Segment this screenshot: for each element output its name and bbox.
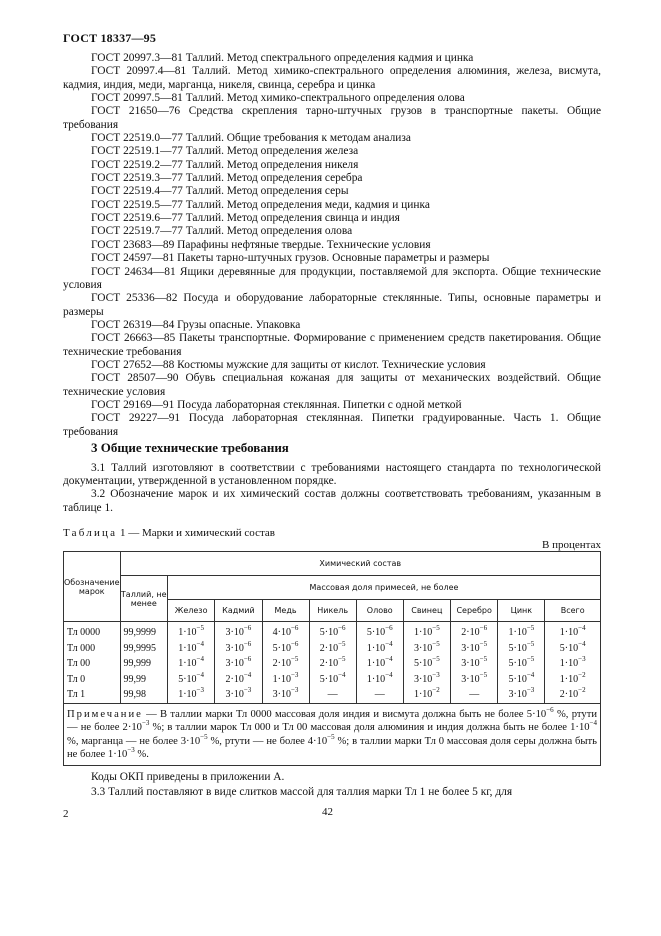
impurity-cell: $5\cdot 10^{-6}$	[309, 622, 356, 641]
impurity-cell: $1\cdot 10^{-4}$	[545, 622, 601, 641]
impurity-cell: $2\cdot 10^{-6}$	[450, 622, 497, 641]
table-head-element: Кадмий	[215, 600, 262, 622]
impurity-cell: $2\cdot 10^{-5}$	[309, 641, 356, 657]
impurity-cell: $5\cdot 10^{-4}$	[167, 672, 214, 688]
impurity-cell: $1\cdot 10^{-4}$	[167, 656, 214, 672]
table-caption-text: 1 — Марки и химический состав	[119, 527, 275, 539]
reference-item: ГОСТ 26319—84 Грузы опасные. Упаковка	[91, 318, 301, 331]
impurity-cell: $3\cdot 10^{-3}$	[498, 687, 545, 703]
thallium-cell: 99,98	[120, 687, 167, 703]
impurity-cell: $5\cdot 10^{-6}$	[262, 641, 309, 657]
table-row	[64, 622, 601, 641]
note-label: Примечание	[67, 708, 143, 720]
table-head-chem: Химический состав	[120, 552, 600, 576]
paragraph-3-2: 3.2 Обозначение марок и их химический состав должны соответствовать требованиям, указанным в таблице 1.	[63, 488, 601, 514]
table-row	[64, 687, 601, 703]
after-table-text	[63, 770, 601, 799]
impurity-cell: —	[450, 687, 497, 703]
impurity-cell: $1\cdot 10^{-4}$	[356, 656, 403, 672]
grade-cell: Тл 000	[64, 641, 121, 657]
reference-item: ГОСТ 29169—91 Посуда лабораторная стеклянная. Пипетки с одной меткой	[91, 398, 462, 411]
thallium-cell: 99,9995	[120, 641, 167, 657]
impurity-cell: $3\cdot 10^{-5}$	[450, 672, 497, 688]
reference-item: ГОСТ 21650—76 Средства скрепления тарно-штучных грузов в транспортные пакеты. Общие требования	[63, 105, 601, 131]
impurity-cell: —	[356, 687, 403, 703]
impurity-cell: $5\cdot 10^{-5}$	[403, 656, 450, 672]
reference-item: ГОСТ 26663—85 Пакеты транспортные. Формирование с применением средств пакетирования. Общие технические требования	[63, 332, 601, 358]
table-row	[64, 641, 601, 657]
impurity-cell: $5\cdot 10^{-6}$	[356, 622, 403, 641]
reference-item: ГОСТ 22519.0—77 Таллий. Общие требования к методам анализа	[91, 132, 411, 145]
page-number-left: 2	[63, 808, 69, 820]
table-row	[64, 672, 601, 688]
table-head-thallium: Таллий, не менее	[120, 576, 167, 622]
reference-item: ГОСТ 22519.4—77 Таллий. Метод определения серы	[91, 185, 349, 198]
grade-cell: Тл 0000	[64, 622, 121, 641]
reference-item: ГОСТ 22519.7—77 Таллий. Метод определения олова	[91, 225, 353, 238]
table-caption	[63, 527, 275, 539]
table-head-element: Олово	[356, 600, 403, 622]
impurity-cell: $3\cdot 10^{-3}$	[262, 687, 309, 703]
reference-item: ГОСТ 22519.2—77 Таллий. Метод определения никеля	[91, 158, 359, 171]
table-head-element: Серебро	[450, 600, 497, 622]
impurity-cell: $2\cdot 10^{-4}$	[215, 672, 262, 688]
impurity-cell: $2\cdot 10^{-5}$	[262, 656, 309, 672]
reference-item: ГОСТ 22519.6—77 Таллий. Метод определения свинца и индия	[91, 212, 400, 225]
page-header-title: ГОСТ 18337—95	[63, 31, 157, 45]
impurity-cell: $5\cdot 10^{-5}$	[498, 656, 545, 672]
table-head-grade: Обозначение марок	[64, 552, 121, 622]
section-title: 3 Общие технические требования	[91, 440, 289, 455]
thallium-cell: 99,99	[120, 672, 167, 688]
impurity-cell: $5\cdot 10^{-4}$	[545, 641, 601, 657]
reference-item: ГОСТ 22519.3—77 Таллий. Метод определения серебра	[91, 172, 363, 185]
reference-item: ГОСТ 23683—89 Парафины нефтяные твердые. Технические условия	[91, 238, 431, 251]
grade-cell: Тл 0	[64, 672, 121, 688]
table-note: Примечание — В таллии марки Тл 0000 массовая доля индия и висмута должна быть не более $5\cdot 10^{-6}$ %, ртути — не более $2\cdot 10^{-3}$ %; в таллии марок Тл 000 и Тл 00 массовая доля алюминия и индия должна быть не более $1\cdot 10^{-4}$ %, марганца — не более $3\cdot 10^{-5}$ %, ртути — не более $4\cdot 10^{-5}$ %; в таллии марки Тл 0 массовая доля серы должна быть не более $1\cdot 10^{-3}$ %.	[64, 703, 601, 765]
table-head-element: Медь	[262, 600, 309, 622]
table-caption-label: Таблица	[63, 527, 118, 539]
reference-item: ГОСТ 22519.5—77 Таллий. Метод определения меди, кадмия и цинка	[91, 198, 430, 211]
table-head-element: Свинец	[403, 600, 450, 622]
impurity-cell: —	[309, 687, 356, 703]
impurity-cell: $1\cdot 10^{-5}$	[167, 622, 214, 641]
thallium-cell: 99,9999	[120, 622, 167, 641]
impurity-cell: $5\cdot 10^{-5}$	[498, 641, 545, 657]
reference-item: ГОСТ 28507—90 Обувь специальная кожаная для защиты от механических воздействий. Общие технические условия	[63, 372, 601, 398]
reference-item: ГОСТ 20997.5—81 Таллий. Метод химико-спектрального определения олова	[91, 92, 465, 105]
impurity-cell: $1\cdot 10^{-2}$	[403, 687, 450, 703]
paragraph-3-1: 3.1 Таллий изготовляют в соответствии с требованиями настоящего стандарта по технологической документации, утвержденной в установленном порядке.	[63, 462, 601, 488]
table-head-element: Никель	[309, 600, 356, 622]
reference-item: ГОСТ 24634—81 Ящики деревянные для продукции, поставляемой для экспорта. Общие технические условия	[63, 265, 601, 291]
impurity-cell: $3\cdot 10^{-5}$	[450, 656, 497, 672]
impurity-cell: $3\cdot 10^{-6}$	[215, 656, 262, 672]
impurity-cell: $2\cdot 10^{-5}$	[309, 656, 356, 672]
impurity-cell: $1\cdot 10^{-5}$	[498, 622, 545, 641]
impurity-cell: $3\cdot 10^{-3}$	[215, 687, 262, 703]
impurity-cell: $3\cdot 10^{-6}$	[215, 641, 262, 657]
impurity-cell: $1\cdot 10^{-3}$	[262, 672, 309, 688]
section-paragraphs	[63, 462, 601, 515]
impurity-cell: $5\cdot 10^{-4}$	[309, 672, 356, 688]
normative-references-list	[63, 52, 601, 439]
table-head-element: Всего	[545, 600, 601, 622]
reference-item: ГОСТ 25336—82 Посуда и оборудование лабораторные стеклянные. Типы, основные параметры и размеры	[63, 292, 601, 318]
page-number-center: 42	[322, 806, 333, 818]
impurity-cell: $1\cdot 10^{-5}$	[403, 622, 450, 641]
okp-codes-text: Коды ОКП приведены в приложении А.	[91, 771, 285, 783]
impurity-cell: $1\cdot 10^{-3}$	[167, 687, 214, 703]
grade-cell: Тл 1	[64, 687, 121, 703]
impurity-cell: $1\cdot 10^{-4}$	[356, 672, 403, 688]
impurity-cell: $3\cdot 10^{-5}$	[403, 641, 450, 657]
reference-item: ГОСТ 24597—81 Пакеты тарно-штучных грузов. Основные параметры и размеры	[91, 252, 490, 265]
impurity-cell: $5\cdot 10^{-4}$	[498, 672, 545, 688]
impurity-cell: $2\cdot 10^{-2}$	[545, 687, 601, 703]
reference-item: ГОСТ 29227—91 Посуда лабораторная стеклянная. Пипетки градуированные. Часть 1. Общие требования	[63, 412, 601, 438]
impurity-cell: $3\cdot 10^{-6}$	[215, 622, 262, 641]
table-head-impurities: Массовая доля примесей, не более	[167, 576, 600, 600]
grade-cell: Тл 00	[64, 656, 121, 672]
impurity-cell: $3\cdot 10^{-5}$	[450, 641, 497, 657]
reference-item: ГОСТ 27652—88 Костюмы мужские для защиты от кислот. Технические условия	[91, 358, 486, 371]
reference-item: ГОСТ 22519.1—77 Таллий. Метод определения железа	[91, 145, 359, 158]
paragraph-3-3: 3.3 Таллий поставляют в виде слитков массой для таллия марки Тл 1 не более 5 кг, для	[91, 785, 513, 798]
composition-table	[63, 551, 601, 766]
impurity-cell: $4\cdot 10^{-6}$	[262, 622, 309, 641]
impurity-cell: $1\cdot 10^{-3}$	[545, 656, 601, 672]
table-head-element: Цинк	[498, 600, 545, 622]
impurity-cell: $1\cdot 10^{-2}$	[545, 672, 601, 688]
table-units: В процентах	[542, 539, 601, 551]
table-row	[64, 656, 601, 672]
reference-item: ГОСТ 20997.3—81 Таллий. Метод спектрального определения кадмия и цинка	[91, 52, 474, 64]
thallium-cell: 99,999	[120, 656, 167, 672]
table-head-element: Железо	[167, 600, 214, 622]
impurity-cell: $1\cdot 10^{-4}$	[356, 641, 403, 657]
reference-item: ГОСТ 20997.4—81 Таллий. Метод химико-спектрального определения алюминия, железа, висмута, кадмия, индия, меди, марганца, никеля, свинца, серебра и цинка	[63, 65, 601, 91]
impurity-cell: $3\cdot 10^{-3}$	[403, 672, 450, 688]
impurity-cell: $1\cdot 10^{-4}$	[167, 641, 214, 657]
